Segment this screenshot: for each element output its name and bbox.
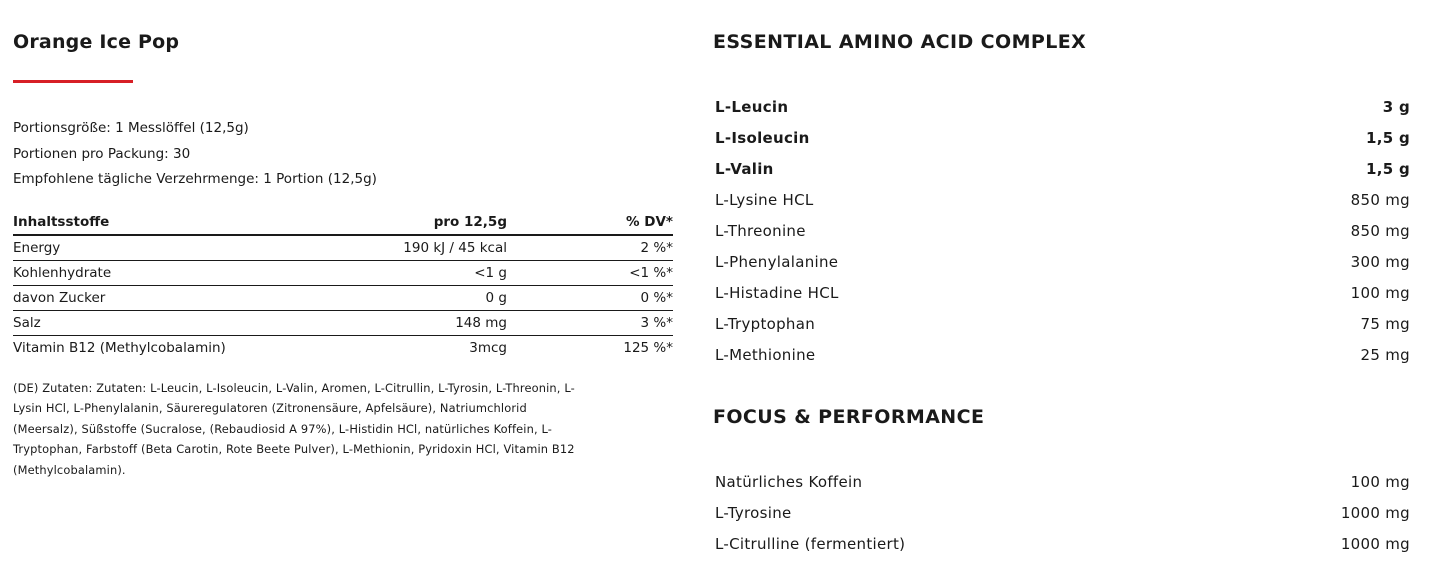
ingredients-text: [13, 378, 673, 480]
list-item-amount: 1,5 g: [1365, 128, 1410, 147]
row-nutrient: Kohlenhydrate: [13, 261, 373, 286]
table-row: [13, 311, 673, 336]
serving-size: Portionsgröße: 1 Messlöffel (12,5g): [13, 120, 249, 136]
row-amount: 0 g: [373, 286, 507, 311]
column-header-ingredient: Inhaltsstoffe: [13, 210, 373, 235]
row-daily-value: 2 %*: [507, 235, 673, 261]
list-item-amount: 100 mg: [1350, 472, 1410, 491]
list-item: [715, 122, 1410, 153]
list-item: [715, 277, 1410, 308]
list-item-name: L-Tryptophan: [715, 314, 816, 333]
row-amount: 190 kJ / 45 kcal: [373, 235, 507, 261]
table-header-row: [13, 210, 673, 235]
list-item-name: L-Histadine HCL: [715, 283, 839, 302]
list-item-name: L-Isoleucin: [715, 128, 810, 147]
list-item-amount: 3 g: [1382, 97, 1410, 116]
ingredients-line: Lysin HCl, L-Phenylalanin, Säureregulatoren (Zitronensäure, Apfelsäure), Natriumchlorid: [13, 401, 527, 416]
row-nutrient: Salz: [13, 311, 373, 336]
row-amount: <1 g: [373, 261, 507, 286]
list-item-amount: 850 mg: [1350, 221, 1410, 240]
list-item: [715, 246, 1410, 277]
list-item: [715, 497, 1410, 528]
list-item-name: L-Threonine: [715, 221, 806, 240]
row-amount: 148 mg: [373, 311, 507, 336]
nutrition-table: [13, 210, 673, 360]
list-item-amount: 1000 mg: [1340, 503, 1410, 522]
list-item: [715, 528, 1410, 559]
table-row: [13, 235, 673, 261]
list-item-name: Natürliches Koffein: [715, 472, 863, 491]
ingredients-line: (DE) Zutaten: Zutaten: L-Leucin, L-Isoleucin, L-Valin, Aromen, L-Citrullin, L-Tyrosin, L-Threonin, L-: [13, 381, 575, 395]
list-item: [715, 466, 1410, 497]
row-nutrient: davon Zucker: [13, 286, 373, 311]
row-daily-value: 125 %*: [623, 340, 673, 356]
servings-per-pack: Portionen pro Packung: 30: [13, 145, 191, 162]
row-daily-value: 3 %*: [507, 311, 673, 336]
list-item: [715, 184, 1410, 215]
focus-performance-list: [715, 466, 1410, 559]
list-item-name: L-Lysine HCL: [715, 190, 814, 209]
list-item: [715, 91, 1410, 122]
row-daily-value: 0 %*: [507, 286, 673, 311]
table-row: [13, 261, 673, 286]
list-item-amount: 1000 mg: [1340, 534, 1410, 553]
recommended-daily-intake: Empfohlene tägliche Verzehrmenge: 1 Portion (12,5g): [13, 171, 377, 187]
list-item-amount: 75 mg: [1360, 314, 1410, 333]
list-item-name: L-Citrulline (fermentiert): [715, 534, 906, 553]
list-item-name: L-Methionine: [715, 345, 816, 364]
column-header-daily-value: % DV*: [507, 210, 673, 235]
list-item-amount: 850 mg: [1350, 190, 1410, 209]
column-header-per-serving: pro 12,5g: [373, 210, 507, 235]
title-accent-bar: [13, 80, 133, 83]
list-item-name: L-Tyrosine: [715, 503, 792, 522]
list-item-amount: 300 mg: [1350, 252, 1410, 271]
list-item-amount: 1,5 g: [1365, 159, 1410, 178]
list-item-amount: 100 mg: [1350, 283, 1410, 302]
ingredients-line: Tryptophan, Farbstoff (Beta Carotin, Rote Beete Pulver), L-Methionin, Pyridoxin HCl, Vitamin B12: [13, 442, 575, 457]
amino-acid-list: [715, 91, 1410, 370]
list-item: [715, 153, 1410, 184]
row-amount: 3mcg: [469, 340, 507, 356]
list-item: [715, 339, 1410, 370]
table-row: [13, 336, 673, 361]
ingredients-line: (Meersalz), Süßstoffe (Sucralose, (Rebaudiosid A 97%), L-Histidin HCl, natürliches Koffein, L-: [13, 421, 553, 436]
serving-info: [13, 116, 377, 193]
list-item-amount: 25 mg: [1360, 345, 1410, 364]
list-item-name: L-Phenylalanine: [715, 252, 839, 271]
list-item-name: L-Leucin: [715, 97, 789, 116]
row-nutrient: Energy: [13, 235, 373, 261]
focus-section-title: FOCUS & PERFORMANCE: [713, 406, 985, 428]
table-row: [13, 286, 673, 311]
product-title: Orange Ice Pop: [13, 31, 180, 53]
list-item: [715, 215, 1410, 246]
amino-section-title: ESSENTIAL AMINO ACID COMPLEX: [713, 31, 1087, 53]
list-item: [715, 308, 1410, 339]
row-nutrient: Vitamin B12 (Methylcobalamin): [13, 340, 226, 356]
list-item-name: L-Valin: [715, 159, 774, 178]
ingredients-line: (Methylcobalamin).: [13, 462, 126, 477]
row-daily-value: <1 %*: [507, 261, 673, 286]
